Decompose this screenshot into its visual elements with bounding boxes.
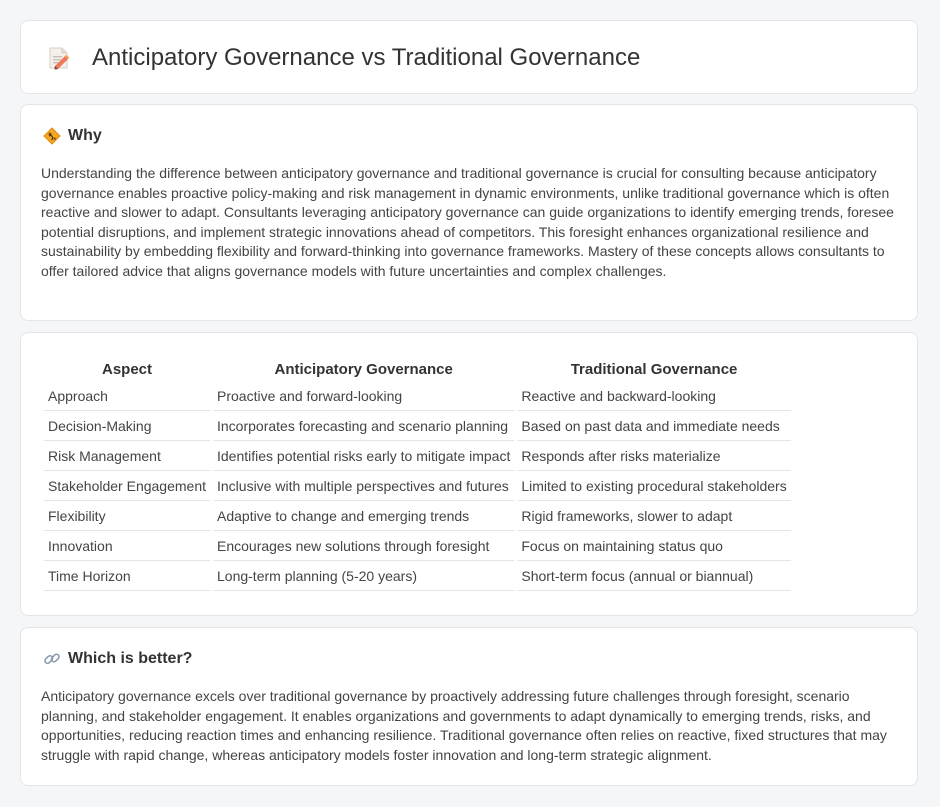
table-cell-aspect: Risk Management xyxy=(44,441,210,471)
why-heading-row xyxy=(43,125,102,147)
table-cell-aspect: Innovation xyxy=(44,531,210,561)
construction-sign-icon xyxy=(43,127,61,145)
table-header-row xyxy=(44,355,791,381)
table-row xyxy=(44,501,791,531)
table-cell-traditional: Limited to existing procedural stakeholders xyxy=(517,471,790,501)
table-row xyxy=(44,531,791,561)
table-cell-aspect: Flexibility xyxy=(44,501,210,531)
table-cell-anticipatory: Proactive and forward-looking xyxy=(213,381,514,411)
table-cell-aspect: Stakeholder Engagement xyxy=(44,471,210,501)
memo-pencil-icon xyxy=(47,45,71,71)
why-text: Understanding the difference between anticipatory governance and traditional governance is crucial for consulting because anticipatory governance enables proactive policy-making and risk management in dynamic environments, unlike traditional governance which is often reactive and slower to adapt. Consultants leveraging anticipatory governance can guide organizations to identify emerging trends, foresee potential disruptions, and implement strategic innovations ahead of competitors. This foresight enhances organizational resilience and sustainability by embedding flexibility and forward-thinking into governance frameworks. Mastery of these concepts allows consultants to offer tailored advice that aligns governance models with future uncertainties and complex challenges. xyxy=(41,165,894,279)
table-cell-aspect: Decision-Making xyxy=(44,411,210,441)
table-cell-traditional: Rigid frameworks, slower to adapt xyxy=(517,501,790,531)
table-cell-traditional: Reactive and backward-looking xyxy=(517,381,790,411)
comparison-section xyxy=(20,332,918,616)
table-cell-traditional: Based on past data and immediate needs xyxy=(517,411,790,441)
table-cell-anticipatory: Adaptive to change and emerging trends xyxy=(213,501,514,531)
link-icon xyxy=(43,650,61,668)
page-title: Anticipatory Governance vs Traditional Governance xyxy=(92,44,641,71)
table-cell-anticipatory: Encourages new solutions through foresight xyxy=(213,531,514,561)
column-header-aspect: Aspect xyxy=(101,360,153,378)
table-cell-aspect: Approach xyxy=(44,381,210,411)
table-row xyxy=(44,381,791,411)
table-cell-traditional: Short-term focus (annual or biannual) xyxy=(517,561,790,591)
table-cell-traditional: Focus on maintaining status quo xyxy=(517,531,790,561)
table-row xyxy=(44,561,791,591)
table-cell-anticipatory: Identifies potential risks early to mitigate impact xyxy=(213,441,514,471)
why-heading: Why xyxy=(68,127,102,144)
table-cell-anticipatory: Inclusive with multiple perspectives and futures xyxy=(213,471,514,501)
table-row xyxy=(44,471,791,501)
comparison-table xyxy=(41,355,794,591)
title-card xyxy=(20,20,918,94)
why-section xyxy=(20,104,918,321)
better-heading: Which is better? xyxy=(68,650,193,667)
better-text: Anticipatory governance excels over traditional governance by proactively addressing future challenges through foresight, scenario planning, and stakeholder engagement. It enables organizations and governments to adapt dynamically to emerging trends, risks, and opportunities, reducing reaction times and enhancing resilience. Traditional governance often relies on reactive, fixed structures that may struggle with rapid change, whereas anticipatory models foster innovation and long-term strategic alignment. xyxy=(41,688,887,763)
table-cell-aspect: Time Horizon xyxy=(44,561,210,591)
table-row xyxy=(44,441,791,471)
table-row xyxy=(44,411,791,441)
table-cell-anticipatory: Long-term planning (5-20 years) xyxy=(213,561,514,591)
table-cell-traditional: Responds after risks materialize xyxy=(517,441,790,471)
better-heading-row xyxy=(43,648,192,670)
which-is-better-section xyxy=(20,627,918,786)
column-header-traditional: Traditional Governance xyxy=(570,360,738,378)
column-header-anticipatory: Anticipatory Governance xyxy=(274,360,453,378)
table-cell-anticipatory: Incorporates forecasting and scenario planning xyxy=(213,411,514,441)
